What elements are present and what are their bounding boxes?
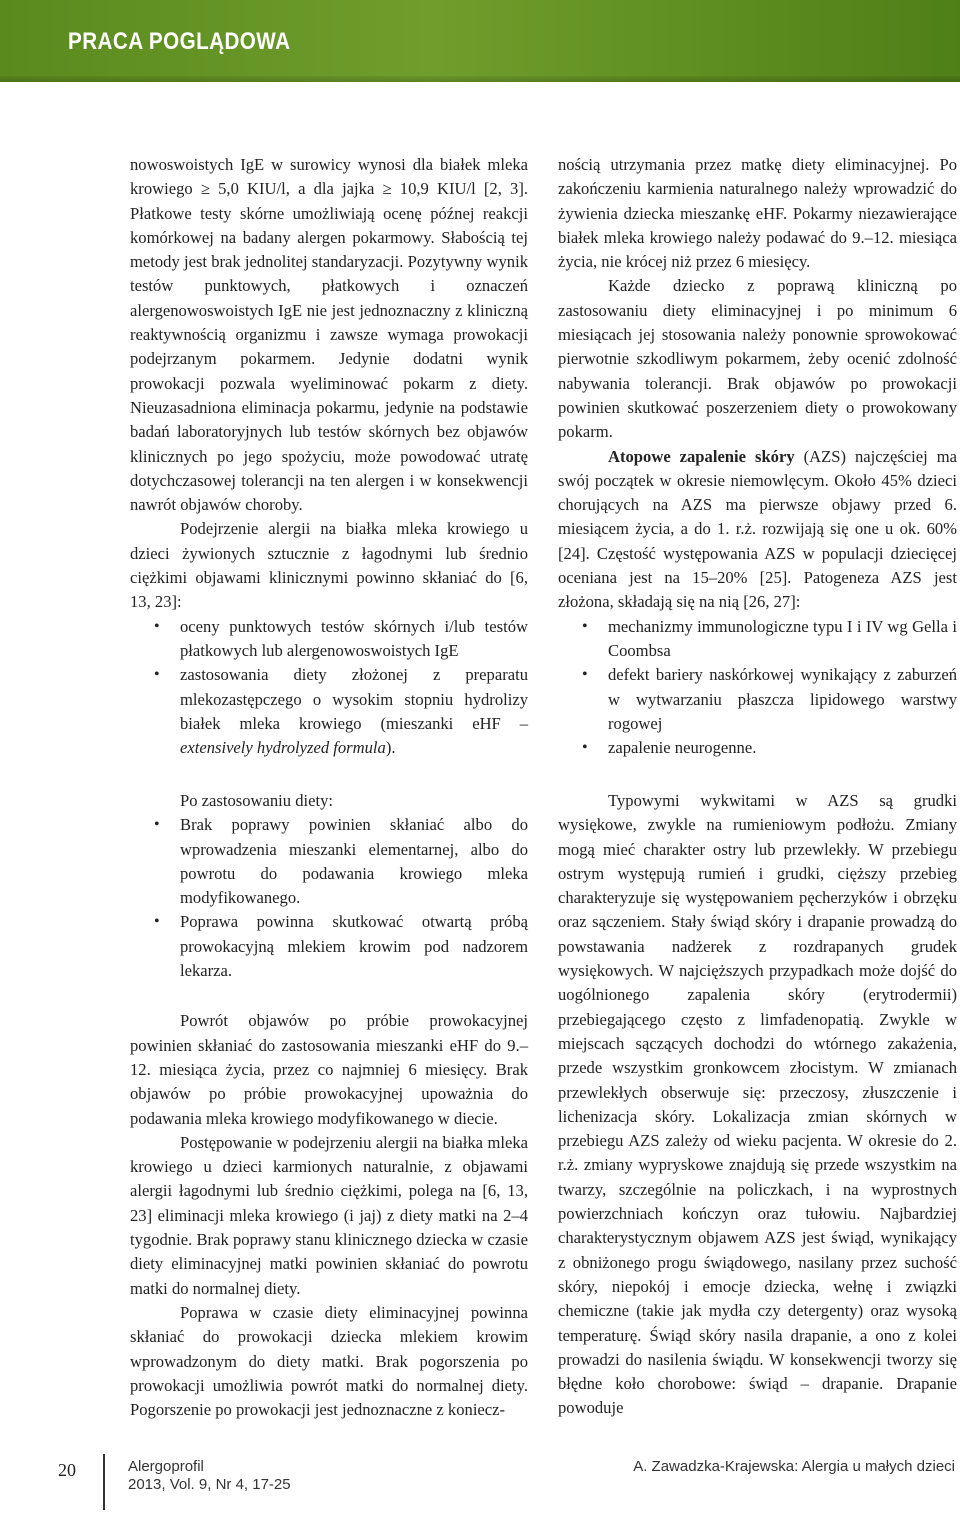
bullet-list: [130, 615, 528, 761]
paragraph-text: (AZS) najczęściej ma swój początek w okresie niemowlęcym. Około 45% dzieci chorujących na AZS ma pierwsze objawy przed 6. miesiącem życia, a do 1. r.ż. rozwijają się one u ok. 60% [24]. Częstość występowania AZS w populacji dziecięcej oceniana jest na 15–20% [25]. Patogeneza AZS jest złożona, składają się na nią [26, 27]:: [558, 446, 957, 612]
paragraph: nowoswoistych IgE w surowicy wynosi dla białek mleka krowiego ≥ 5,0 KIU/l, a dla jajka ≥ 10,9 KIU/l [2, 3]. Płatkowe testy skórne umożliwiają ocenę późnej reakcji komórkowej na badany alergen pokarmowy. Słabością tej metody jest brak jednolitej standaryzacji. Pozytywny wynik testów punktowych, płatkowych i oznaczeń alergenowoswoistych IgE nie jest jednoznaczny z kliniczną reaktywnością organizmu i zawsze wymaga prowokacji podejrzanym pokarmem. Jedynie dodatni wynik prowokacji pozwala wyeliminować pokarm z diety. Nieuzasadniona eliminacja pokarmu, jedynie na podstawie badań laboratoryjnych lub testów skórnych bez objawów klinicznych po jego spożyciu, może powodować utratę dotychczasowej tolerancji na ten alergen i w konsekwencji nawrót objawów choroby.: [130, 155, 528, 515]
journal-name: Alergoprofil: [128, 1458, 204, 1475]
list-item: • Brak poprawy powinien skłaniać albo do wprowadzenia mieszanki elementarnej, albo do powrotu do podawania krowiego mleka modyfikowanego.: [130, 813, 528, 910]
list-item: • Poprawa powinna skutkować otwartą próbą prowokacyjną mlekiem krowim pod nadzorem lekarza.: [130, 910, 528, 983]
right-column-top: [558, 153, 957, 760]
footer-divider: [103, 1454, 105, 1510]
list-item: • mechanizmy immunologiczne typu I i IV wg Gella i Coombsa: [558, 615, 957, 664]
running-head: A. Zawadzka-Krajewska: Alergia u małych dzieci: [633, 1458, 955, 1475]
list-item: • oceny punktowych testów skórnych i/lub testów płatkowych lub alergenowoswoistych IgE: [130, 615, 528, 664]
list-item: • defekt bariery naskórkowej wynikający z zaburzeń w wytwarzaniu płaszcza lipidowego warstwy rogowej: [558, 663, 957, 736]
paragraph: Typowymi wykwitami w AZS są grudki wysiękowe, zwykle na rumieniowym podłożu. Zmiany mogą mieć charakter ostry lub przewlekły. W przebiegu ostrym występują rumień i grudki, cięższy przebieg charakteryzuje się występowaniem pęcherzyków i obrzęku oraz sączeniem. Stały świąd skóry i drapanie prowadzą do powstawania nadżerek z rozdrapanych grudek wysiękowych. W najcięższych przypadkach może dojść do uogólnionego zapalenia skóry (erytrodermii) przebiegającego często z limfadenopatią. Zwykle w miejscach sączących dochodzi do wtórnego zakażenia, przede wszystkim gronkowcem złocistym. W zmianach przewlekłych obserwuje się: przeczosy, złuszczenie i lichenizacja skóry. Lokalizacja zmian skórnych w przebiegu AZS zależy od wieku pacjenta. W okresie do 2. r.ż. zmiany wypryskowe znajdują się przede wszystkim na twarzy, szczególnie na policzkach, i na wyprostnych powierzchniach kończyn oraz tułowiu. Najbardziej charakterystycznym objawem AZS jest świąd, wynikający z obniżonego progu świądowego, nasilany przez suchość skóry, niepokój i emocje dziecka, wełnę i związki chemiczne (takie jak mydła czy detergenty) oraz wysoką temperaturę. Świąd skóry nasila drapanie, a ono z kolei prowadzi do nasilenia świądu. W konsekwencji tworzy się błędne koło chorobowe: świąd – drapanie. Drapanie powoduje: [558, 791, 957, 1418]
paragraph: Postępowanie w podejrzeniu alergii na białka mleka krowiego u dzieci karmionych naturalnie, z objawami alergii łagodnymi lub średnio ciężkimi, polega na [6, 13, 23] eliminacji mleka krowiego (i jaj) z diety matki na 2–4 tygodnie. Brak poprawy stanu klinicznego dziecka w czasie diety eliminacyjnej matki powinien skłaniać do powrotu matki do normalnej diety.: [130, 1132, 528, 1298]
paragraph: Każde dziecko z poprawą kliniczną po zastosowaniu diety eliminacyjnej i po minimum 6 miesiącach jej stosowania należy ponownie sprowokować pierwotnie szkodliwym pokarmem, żeby ocenić zdolność nabywania tolerancji. Brak objawów po prowokacji powinien skutkować poszerzeniem diety o prowokowany pokarm.: [558, 276, 957, 442]
page-number: 20: [58, 1460, 76, 1480]
right-column-bottom: [558, 789, 957, 1421]
paragraph: Powrót objawów po próbie prowokacyjnej powinien skłaniać do zastosowania mieszanki eHF do 9.–12. miesiąca życia, przez co najmniej 6 miesięcy. Brak objawów po próbie prowokacyjnej upoważnia do podawania mleka krowiego modyfikowanego w diecie.: [130, 1011, 528, 1128]
list-item: • zapalenie neurogenne.: [558, 736, 957, 760]
section-header-band: [0, 0, 960, 82]
list-item: [130, 663, 528, 760]
bullet-list: [130, 813, 528, 983]
list-item-text: ).: [385, 738, 396, 758]
italic-term: extensively hydrolyzed formula: [180, 738, 386, 758]
paragraph: Poprawa w czasie diety eliminacyjnej powinna skłaniać do prowokacji dziecka mlekiem krowim wprowadzonym do diety matki. Brak pogorszenia po prowokacji umożliwia powrót matki do normalnej diety. Pogorszenie po prowokacji jest jednoznaczne z koniecz-: [130, 1302, 528, 1420]
left-column-top: [130, 153, 528, 760]
paragraph: nością utrzymania przez matkę diety eliminacyjnej. Po zakończeniu karmienia naturalnego należy wprowadzić do żywienia dziecka mieszankę eHF. Pokarmy niezawierające białek mleka krowiego należy podawać do 9.–12. miesiąca życia, nie krócej niż przez 6 miesięcy.: [558, 155, 957, 272]
paragraph: Podejrzenie alergii na białka mleka krowiego u dzieci żywionych sztucznie z łagodnymi lub średnio ciężkimi objawami klinicznymi powinno skłaniać do [6, 13, 23]:: [130, 519, 528, 612]
left-column-bottom: [130, 789, 528, 1422]
page-footer: [0, 1440, 960, 1536]
bullet-list: [558, 615, 957, 761]
section-label: PRACA POGLĄDOWA: [68, 28, 291, 55]
list-item-text: zastosowania diety złożonej z preparatu mlekozastępczego o wysokim stopniu hydrolizy białek mleka krowiego (mieszanki eHF –: [180, 665, 528, 733]
paragraph: [558, 445, 957, 615]
paragraph-intro: Po zastosowaniu diety:: [180, 791, 334, 810]
subheading-term: Atopowe zapalenie skóry: [608, 446, 795, 466]
journal-issue: 2013, Vol. 9, Nr 4, 17-25: [128, 1476, 291, 1493]
